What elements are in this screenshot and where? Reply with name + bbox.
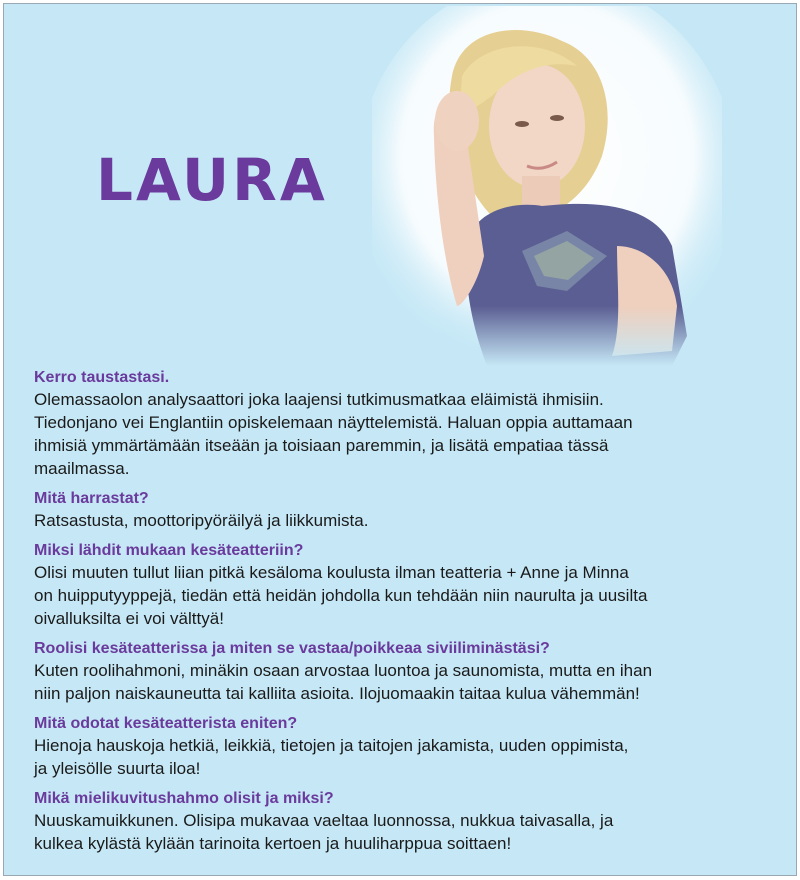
answer-line: maailmassa. [34, 459, 130, 478]
question-heading: Mitä odotat kesäteatterista eniten? [34, 715, 298, 732]
portrait-photo [372, 6, 722, 366]
answer-line: Hienoja hauskoja hetkiä, leikkiä, tietojen ja taitojen jakamista, uuden oppimista, [34, 736, 629, 755]
answer-line: oivalluksilta ei voi välttyä! [34, 609, 224, 628]
qa-item-background [34, 367, 779, 480]
qa-item-expectations [34, 713, 779, 780]
answer-line: niin paljon naiskauneutta tai kalliita asioita. Ilojuomaakin taitaa kulua vähemmän! [34, 684, 640, 703]
qa-item-fantasy-character [34, 788, 779, 855]
answer-line: Ratsastusta, moottoripyöräilyä ja liikkumista. [34, 511, 369, 530]
qa-item-role [34, 638, 779, 705]
question-heading: Roolisi kesäteatterissa ja miten se vastaa/poikkeaa siviiliminästäsi? [34, 640, 550, 657]
answer-line: kulkea kylästä kylään tarinoita kertoen ja huuliharppua soittaen! [34, 834, 512, 853]
answer-line: Olisi muuten tullut liian pitkä kesäloma koulusta ilman teatteria + Anne ja Minna [34, 563, 629, 582]
question-heading: Mikä mielikuvitushahmo olisit ja miksi? [34, 790, 334, 807]
qa-section [34, 367, 779, 863]
answer-line: on huipputyyppejä, tiedän että heidän johdolla kun tehdään niin naurulta ja uusilta [34, 586, 648, 605]
answer-line: Nuuskamuikkunen. Olisipa mukavaa vaeltaa luonnossa, nukkua taivasalla, ja [34, 811, 614, 830]
profile-page [3, 3, 797, 876]
answer-line: ja yleisölle suurta iloa! [34, 759, 201, 778]
answer-line: Tiedonjano vei Englantiin opiskelemaan näyttelemistä. Haluan oppia auttamaan [34, 413, 633, 432]
question-heading: Mitä harrastat? [34, 490, 149, 507]
profile-name: LAURA [96, 146, 328, 214]
answer-line: Olemassaolon analysaattori joka laajensi tutkimusmatkaa eläimistä ihmisiin. [34, 390, 604, 409]
question-heading: Kerro taustastasi. [34, 369, 170, 386]
answer-line: ihmisiä ymmärtämään itseään ja toisiaan paremmin, ja lisätä empatiaa tässä [34, 436, 609, 455]
qa-item-why-joined [34, 540, 779, 630]
question-heading: Miksi lähdit mukaan kesäteatteriin? [34, 542, 304, 559]
answer-line: Kuten roolihahmoni, minäkin osaan arvostaa luontoa ja saunomista, mutta en ihan [34, 661, 653, 680]
qa-item-hobbies [34, 488, 779, 532]
